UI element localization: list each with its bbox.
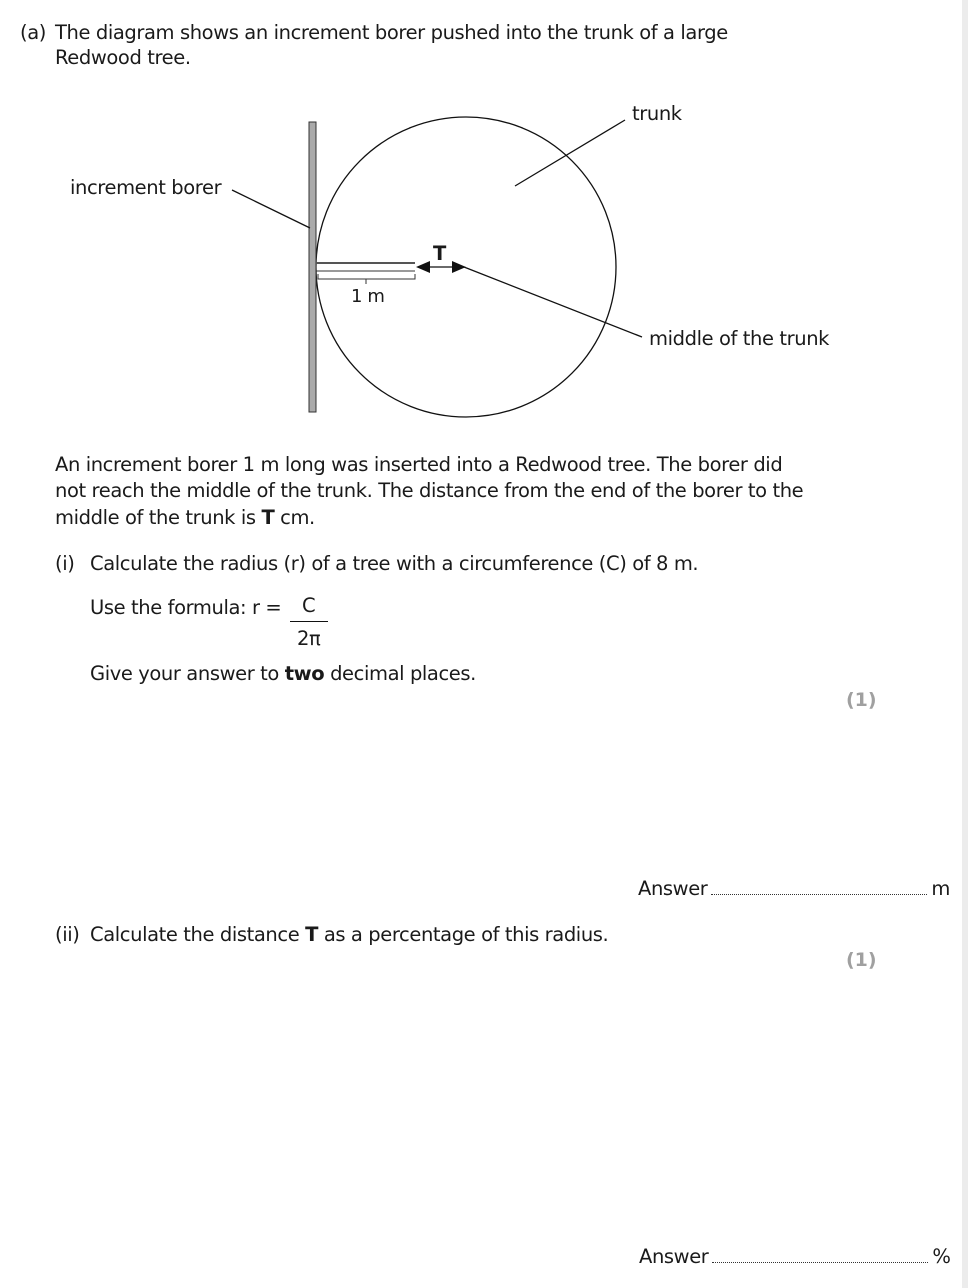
fraction-bar [290, 621, 328, 622]
text: as a percentage of this radius. [318, 923, 609, 946]
text: Calculate the distance [90, 923, 306, 946]
formula-prefix: Use the formula: r = [90, 596, 282, 619]
part-ii-answer-row [639, 1244, 951, 1270]
label-T: T [433, 242, 446, 265]
intro-line-1: The diagram shows an increment borer pushed into the trunk of a large [55, 21, 728, 44]
text: Give your answer to [90, 662, 285, 685]
label-middle-of-trunk: middle of the trunk [649, 327, 830, 350]
formula-numerator: C [302, 594, 316, 617]
length-bracket [318, 274, 415, 284]
part-i-instruction [90, 661, 476, 687]
text: middle of the trunk is [55, 506, 262, 529]
paragraph-line-1: An increment borer 1 m long was inserted into a Redwood tree. The borer did [55, 453, 783, 476]
answer-unit: % [932, 1245, 951, 1268]
answer-label: Answer [638, 877, 708, 900]
part-i-question: Calculate the radius (r) of a tree with a circumference (C) of 8 m. [90, 552, 699, 575]
paragraph-line-2: not reach the middle of the trunk. The distance from the end of the borer to the [55, 479, 804, 502]
arrowhead-right-icon [452, 261, 466, 273]
bold-T: T [305, 923, 319, 946]
paragraph-line-3 [55, 505, 315, 531]
scrollbar[interactable] [962, 0, 968, 1288]
text: decimal places. [324, 662, 476, 685]
part-ii-marks: (1) [846, 949, 877, 971]
bold-two: two [284, 662, 325, 685]
part-i-answer-row [638, 876, 950, 902]
trunk-pointer-line [515, 120, 625, 186]
label-trunk: trunk [632, 102, 682, 125]
increment-borer-diagram [0, 0, 968, 440]
answer-label: Answer [639, 1245, 709, 1268]
part-i-label: (i) [55, 552, 75, 575]
bold-T: T [261, 506, 275, 529]
text: cm. [274, 506, 315, 529]
part-label: (a) [20, 21, 46, 44]
part-ii-question [90, 922, 608, 948]
part-i-marks: (1) [846, 689, 877, 711]
label-1m: 1 m [351, 286, 385, 307]
intro-line-2: Redwood tree. [55, 46, 191, 69]
answer-input-ii[interactable] [712, 1262, 928, 1263]
formula-denominator: 2π [297, 627, 321, 650]
label-increment-borer: increment borer [70, 176, 222, 199]
answer-unit: m [931, 877, 951, 900]
part-ii-label: (ii) [55, 923, 80, 946]
arrowhead-left-icon [416, 261, 430, 273]
answer-input-i[interactable] [711, 894, 927, 895]
borer-handle [309, 122, 316, 412]
borer-pointer-line [232, 190, 310, 228]
